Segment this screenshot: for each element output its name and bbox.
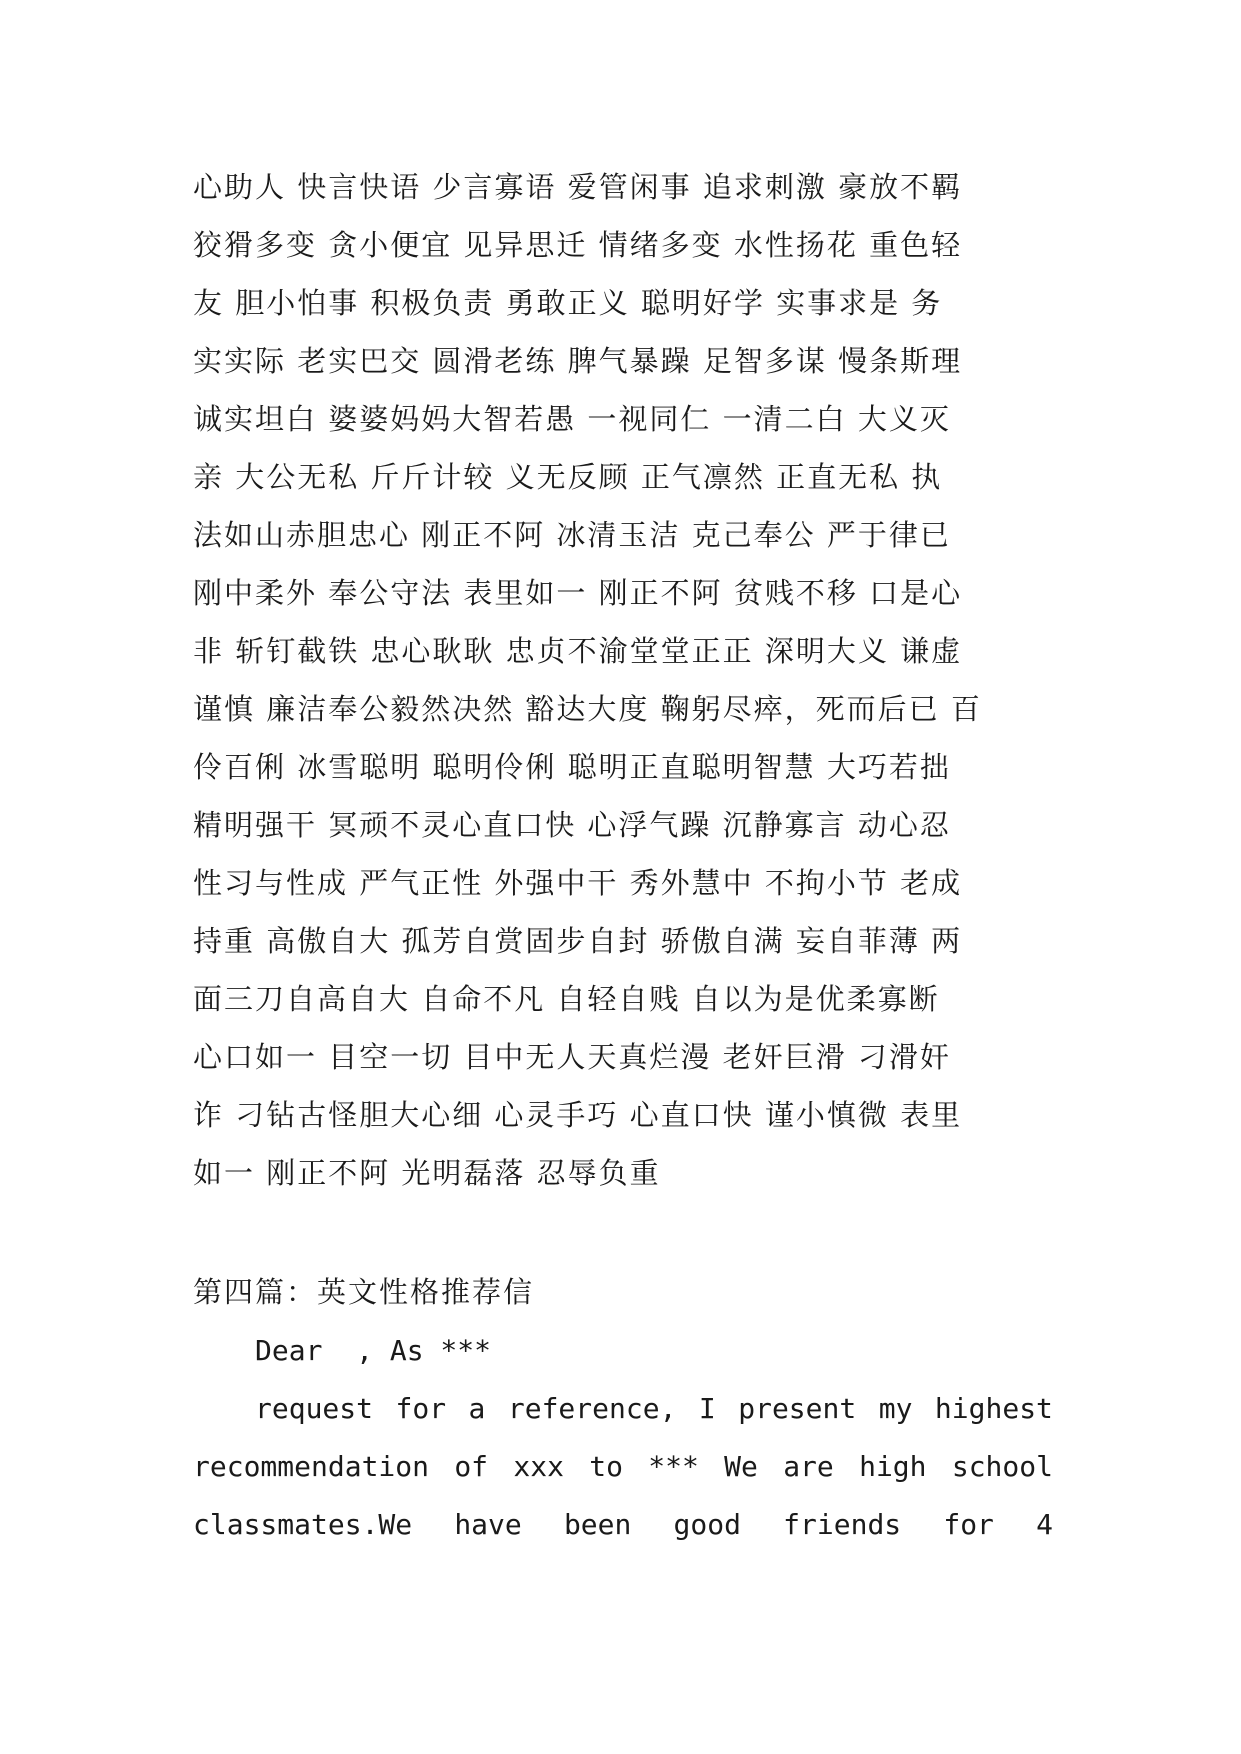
word: to xyxy=(589,1450,623,1483)
text-line: 精明强干 冥顽不灵心直口快 心浮气躁 沉静寡言 动心忍 xyxy=(193,808,951,842)
text-line: 刚中柔外 奉公守法 表里如一 刚正不阿 贫贱不移 口是心 xyxy=(193,576,963,610)
text-line: 实实际 老实巴交 圆滑老练 脾气暴躁 足智多谋 慢条斯理 xyxy=(193,344,963,378)
word: a xyxy=(468,1392,486,1425)
word: of xyxy=(454,1450,489,1483)
body-text xyxy=(193,158,1053,1202)
text-line: 如一 刚正不阿 光明磊落 忍辱负重 xyxy=(193,1156,661,1190)
word: highest xyxy=(934,1392,1053,1425)
text-line: 诚实坦白 婆婆妈妈大智若愚 一视同仁 一清二白 大义灭 xyxy=(193,402,951,436)
word: recommendation xyxy=(193,1450,430,1483)
word: classmates.We xyxy=(193,1508,413,1541)
word: been xyxy=(563,1508,632,1541)
text-line: 诈 刁钻古怪胆大心细 心灵手巧 心直口快 谨小慎微 表里 xyxy=(193,1098,963,1132)
text-line: 友 胆小怕事 积极负责 勇敢正义 聪明好学 实事求是 务 xyxy=(193,286,943,320)
word: We xyxy=(724,1450,758,1483)
word: my xyxy=(878,1392,913,1425)
word: present xyxy=(738,1392,857,1425)
word: xxx xyxy=(513,1450,564,1483)
word: are xyxy=(783,1450,834,1483)
text-line: 心助人 快言快语 少言寡语 爱管闲事 追求刺激 豪放不羁 xyxy=(193,170,963,204)
letter-greeting: Dear , As *** xyxy=(255,1334,492,1367)
word: for xyxy=(943,1508,994,1541)
letter-line-1 xyxy=(193,1380,1053,1438)
text-line: 狡猾多变 贪小便宜 见异思迁 情绪多变 水性扬花 重色轻 xyxy=(193,228,963,262)
word: reference, xyxy=(507,1392,677,1425)
text-line: 伶百俐 冰雪聪明 聪明伶俐 聪明正直聪明智慧 大巧若拙 xyxy=(193,750,951,784)
text-line: 持重 高傲自大 孤芳自赏固步自封 骄傲自满 妄自菲薄 两 xyxy=(193,924,963,958)
letter-line-2 xyxy=(193,1438,1053,1496)
word: high xyxy=(859,1450,927,1483)
word: request xyxy=(255,1392,374,1425)
word: good xyxy=(673,1508,741,1541)
section-heading: 第四篇：英文性格推荐信 xyxy=(193,1275,535,1309)
text-line: 亲 大公无私 斤斤计较 义无反顾 正气凛然 正直无私 执 xyxy=(193,460,943,494)
word: 4 xyxy=(1036,1508,1053,1541)
text-line: 心口如一 目空一切 目中无人天真烂漫 老奸巨滑 刁滑奸 xyxy=(193,1040,951,1074)
word: I xyxy=(698,1392,716,1425)
letter-line-3 xyxy=(193,1496,1053,1554)
text-line: 非 斩钉截铁 忠心耿耿 忠贞不渝堂堂正正 深明大义 谦虚 xyxy=(193,634,963,668)
word: for xyxy=(395,1392,447,1425)
word: have xyxy=(454,1508,522,1541)
text-line: 面三刀自高自大 自命不凡 自轻自贱 自以为是优柔寡断 xyxy=(193,982,940,1016)
word: friends xyxy=(783,1508,902,1541)
word: *** xyxy=(648,1450,699,1483)
text-line: 性习与性成 严气正性 外强中干 秀外慧中 不拘小节 老成 xyxy=(193,866,963,900)
text-line: 谨慎 廉洁奉公毅然决然 豁达大度 鞠躬尽瘁，死而后已 百 xyxy=(193,692,982,726)
text-line: 法如山赤胆忠心 刚正不阿 冰清玉洁 克己奉公 严于律已 xyxy=(193,518,951,552)
word: school xyxy=(951,1450,1053,1483)
letter-text xyxy=(193,1322,1053,1554)
